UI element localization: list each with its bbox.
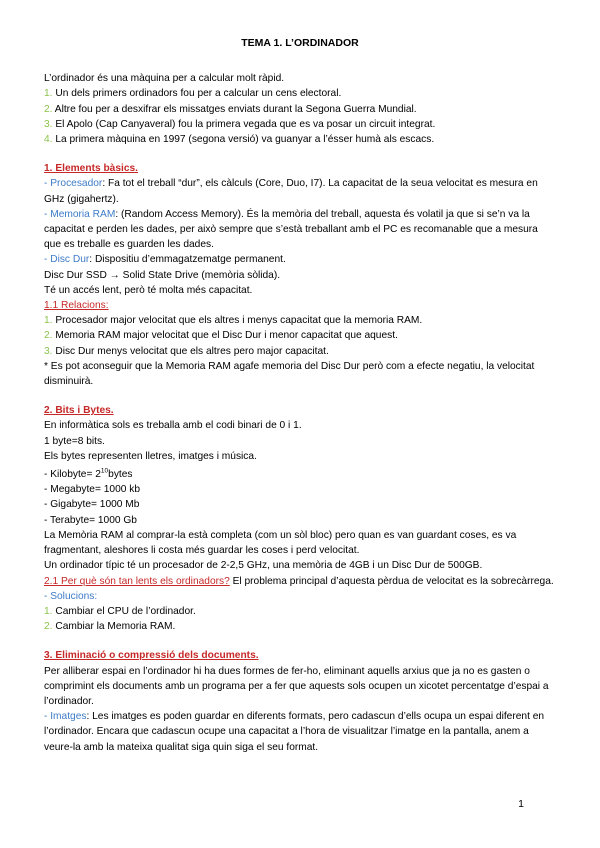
list-item: 1. Procesador major velocitat que els altres i menys capacitat que la memoria RAM. — [44, 315, 423, 327]
section-heading-compression: 3. Eliminació o compressió dels documents. — [44, 650, 259, 662]
compression-paragraph: Per alliberar espai en l’ordinador hi ha dues formes de fer-ho, eliminant aquells arxius que ja no es gasten o comprimint els documents amb un programa per a fer que aquests sols ocupen un xicotet percentatge d’espai a l’ordinador. — [44, 665, 549, 707]
kilobyte-line: - Kilobyte= $2^{10}bytes$ — [44, 467, 133, 481]
list-item: 1. Un dels primers ordinadors fou per a calcular un cens electoral. — [44, 88, 342, 100]
access-line: Té un accés lent, però té molta més capacitat. — [44, 284, 253, 296]
relacions-list — [44, 313, 556, 359]
note-paragraph: * Es pot aconseguir que la Memoria RAM agafe memoria del Disc Dur però com a efecte negatiu, la velocitat disminuirà. — [44, 360, 535, 388]
megabyte-line: - Megabyte= 1000 kb — [44, 484, 140, 496]
page-number: 1 — [518, 798, 524, 810]
procesador-paragraph: - Procesador: Fa tot el treball “dur”, els càlculs (Core, Duo, I7). La capacitat de la seua velocitat es mesura en GHz (gigahertz). — [44, 178, 538, 205]
list-item: 2. Memoria RAM major velocitat que el Disc Dur i menor capacitat que aquest. — [44, 330, 398, 342]
gigabyte-line: - Gigabyte= 1000 Mb — [44, 499, 140, 511]
ssd-line: Disc Dur SSD → Solid State Drive (memòria sòlida). — [44, 269, 281, 281]
ram-fragment-paragraph: La Memòria RAM al comprar-la està completa (com un sòl bloc) pero quan es van guardant coses, es va fragmentant, aleshores li costa més guardar les coses i perd velocitat. — [44, 529, 517, 557]
solutions-label: - Solucions: — [44, 590, 98, 602]
page-title: TEMA 1. L’ORDINADOR — [241, 37, 359, 49]
list-item: 4. La primera màquina en 1997 (segona versió) va guanyar a l’ésser humà als escacs. — [44, 134, 435, 146]
slow-question-paragraph: 2.1 Per què són tan lents els ordinadors? El problema principal d’aquesta pèrdua de velocitat es la sobrecàrrega. — [44, 575, 554, 587]
disc-paragraph: - Disc Dur: Dispositiu d’emmagatzematge permanent. — [44, 254, 286, 266]
byte-line: 1 byte=8 bits. — [44, 435, 105, 447]
list-item: 2. Cambiar la Memoria RAM. — [44, 621, 176, 633]
images-paragraph: - Imatges: Les imatges es poden guardar en diferents formats, pero cadascun d’ells ocupa un espai diferent en l’ordinador. Encara que cadascun ocupe una capacitat a l’hora de visualitzar l’imatge en la pantalla, anem a veure-la amb la mateixa qualitat siga quin siga el seu format. — [44, 711, 545, 753]
intro-text: L’ordinador és una màquina per a calcular molt ràpid. — [44, 73, 285, 85]
subsection-heading-relacions: 1.1 Relacions: — [44, 300, 109, 312]
terabyte-line: - Terabyte= 1000 Gb — [44, 514, 137, 526]
bytes-represent-line: Els bytes representen lletres, imatges i música. — [44, 450, 257, 462]
list-item: 3. El Apolo (Cap Canyaveral) fou la primera vegada que es va posar un circuit integrat. — [44, 118, 436, 130]
document-page — [44, 36, 556, 755]
solutions-list — [44, 604, 556, 634]
list-item: 1. Cambiar el CPU de l’ordinador. — [44, 605, 196, 617]
binary-line: En informàtica sols es treballa amb el codi binari de 0 i 1. — [44, 420, 302, 432]
list-item: 2. Altre fou per a desxifrar els missatges enviats durant la Segona Guerra Mundial. — [44, 103, 417, 115]
typical-pc-line: Un ordinador típic té un procesador de 2-2,5 GHz, una memòria de 4GB i un Disc Dur de 500GB. — [44, 560, 483, 572]
section-heading-bits: 2. Bits i Bytes. — [44, 405, 114, 417]
ram-paragraph: - Memoria RAM: (Random Access Memory). És la memòria del treball, aquesta és volatil ja que si se’n va la capacitat e perden les dades, per això sempre que s’està treballant amb el PC es recomanable que a mesura que es treballe es guarden les dades. — [44, 208, 538, 251]
intro-list — [44, 86, 556, 147]
list-item: 3. Disc Dur menys velocitat que els altres pero major capacitat. — [44, 345, 329, 357]
section-heading-elements: 1. Elements bàsics. — [44, 163, 139, 175]
